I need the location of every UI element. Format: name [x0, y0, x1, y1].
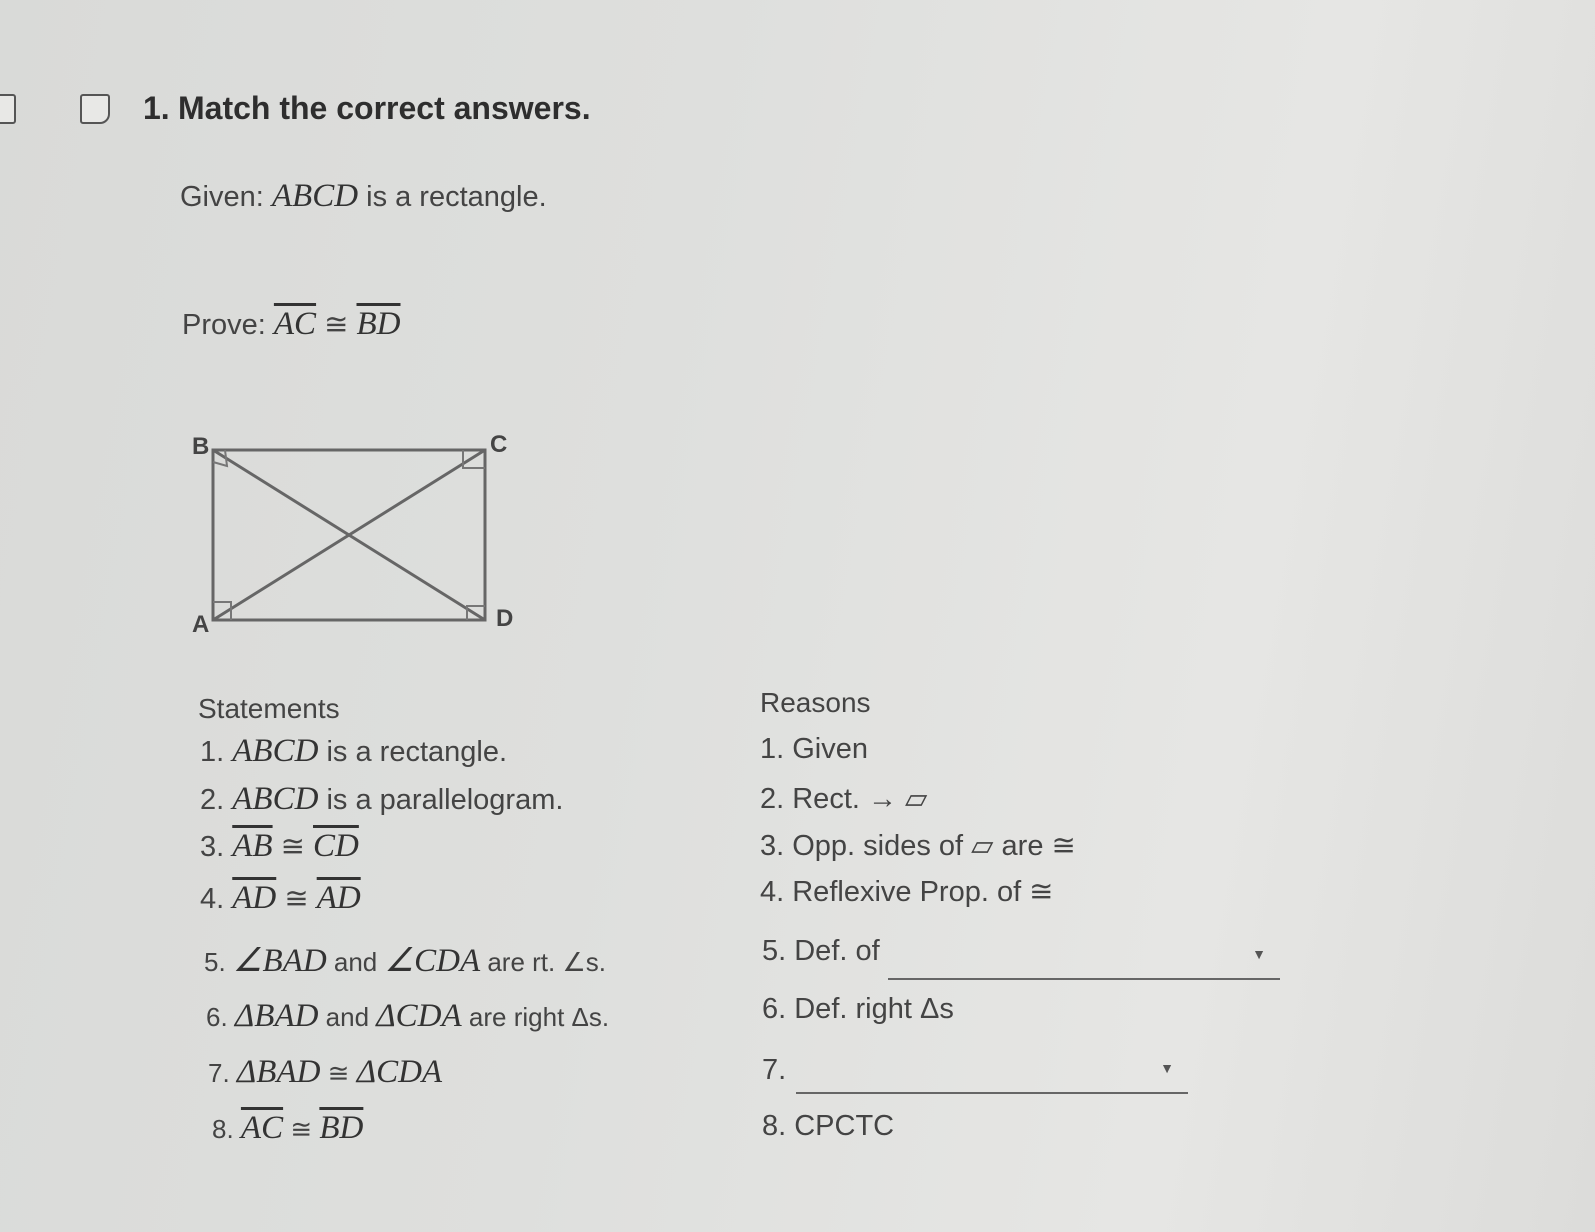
- statement-3: 3. $\overline{AB}$ ≅ $\overline{CD}$: [200, 828, 359, 864]
- reason-8: 8. CPCTC: [762, 1110, 895, 1142]
- collapse-icon[interactable]: [0, 94, 16, 124]
- reasons-header: Reasons: [760, 687, 871, 718]
- statement-7: 7. ΔBAD ≅ ΔCDA: [208, 1054, 443, 1090]
- flag-icon[interactable]: [80, 94, 110, 124]
- vertex-label-c: C: [490, 431, 508, 458]
- statement-1: 1. ABCD is a rectangle.: [200, 733, 508, 769]
- vertex-label-d: D: [496, 605, 514, 632]
- given-line: Given: ABCD is a rectangle.: [180, 178, 547, 214]
- reason-7-dropdown[interactable]: [796, 1046, 1188, 1094]
- statement-8: 8. $\overline{AC}$ ≅ $\overline{BD}$: [212, 1110, 364, 1146]
- chevron-down-icon: ▼: [1252, 946, 1266, 962]
- statement-5: 5. ∠BAD and ∠CDA are rt. ∠s.: [204, 943, 607, 979]
- prove-line: Prove: $\overline{AC}$ ≅ $\overline{BD}$: [182, 306, 401, 342]
- question-number: 1.: [143, 90, 170, 126]
- statement-2: 2. ABCD is a parallelogram.: [200, 781, 564, 817]
- reason-5-dropdown[interactable]: [888, 932, 1280, 980]
- reason-7-label: 7.: [762, 1054, 787, 1086]
- given-math: ABCD: [271, 178, 359, 214]
- reason-4: 4. Reflexive Prop. of ≅: [760, 876, 1054, 908]
- statement-4: 4. $\overline{AD}$ ≅ $\overline{AD}$: [200, 880, 361, 916]
- reason-5-label: 5. Def. of: [762, 935, 880, 967]
- vertex-label-a: A: [192, 611, 210, 638]
- statements-header: Statements: [198, 693, 340, 724]
- vertex-label-b: B: [192, 433, 210, 460]
- reason-1: 1. Given: [760, 733, 868, 765]
- reason-6: 6. Def. right Δs: [762, 993, 954, 1025]
- reason-2: 2. Rect. → ▱: [760, 783, 928, 815]
- question-instruction: Match the correct answers.: [178, 90, 591, 126]
- chevron-down-icon: ▼: [1160, 1060, 1174, 1076]
- rectangle-diagram: [180, 420, 540, 650]
- statement-6: 6. ΔBAD and ΔCDA are right Δs.: [206, 998, 610, 1034]
- reason-3: 3. Opp. sides of ▱ are ≅: [760, 830, 1076, 862]
